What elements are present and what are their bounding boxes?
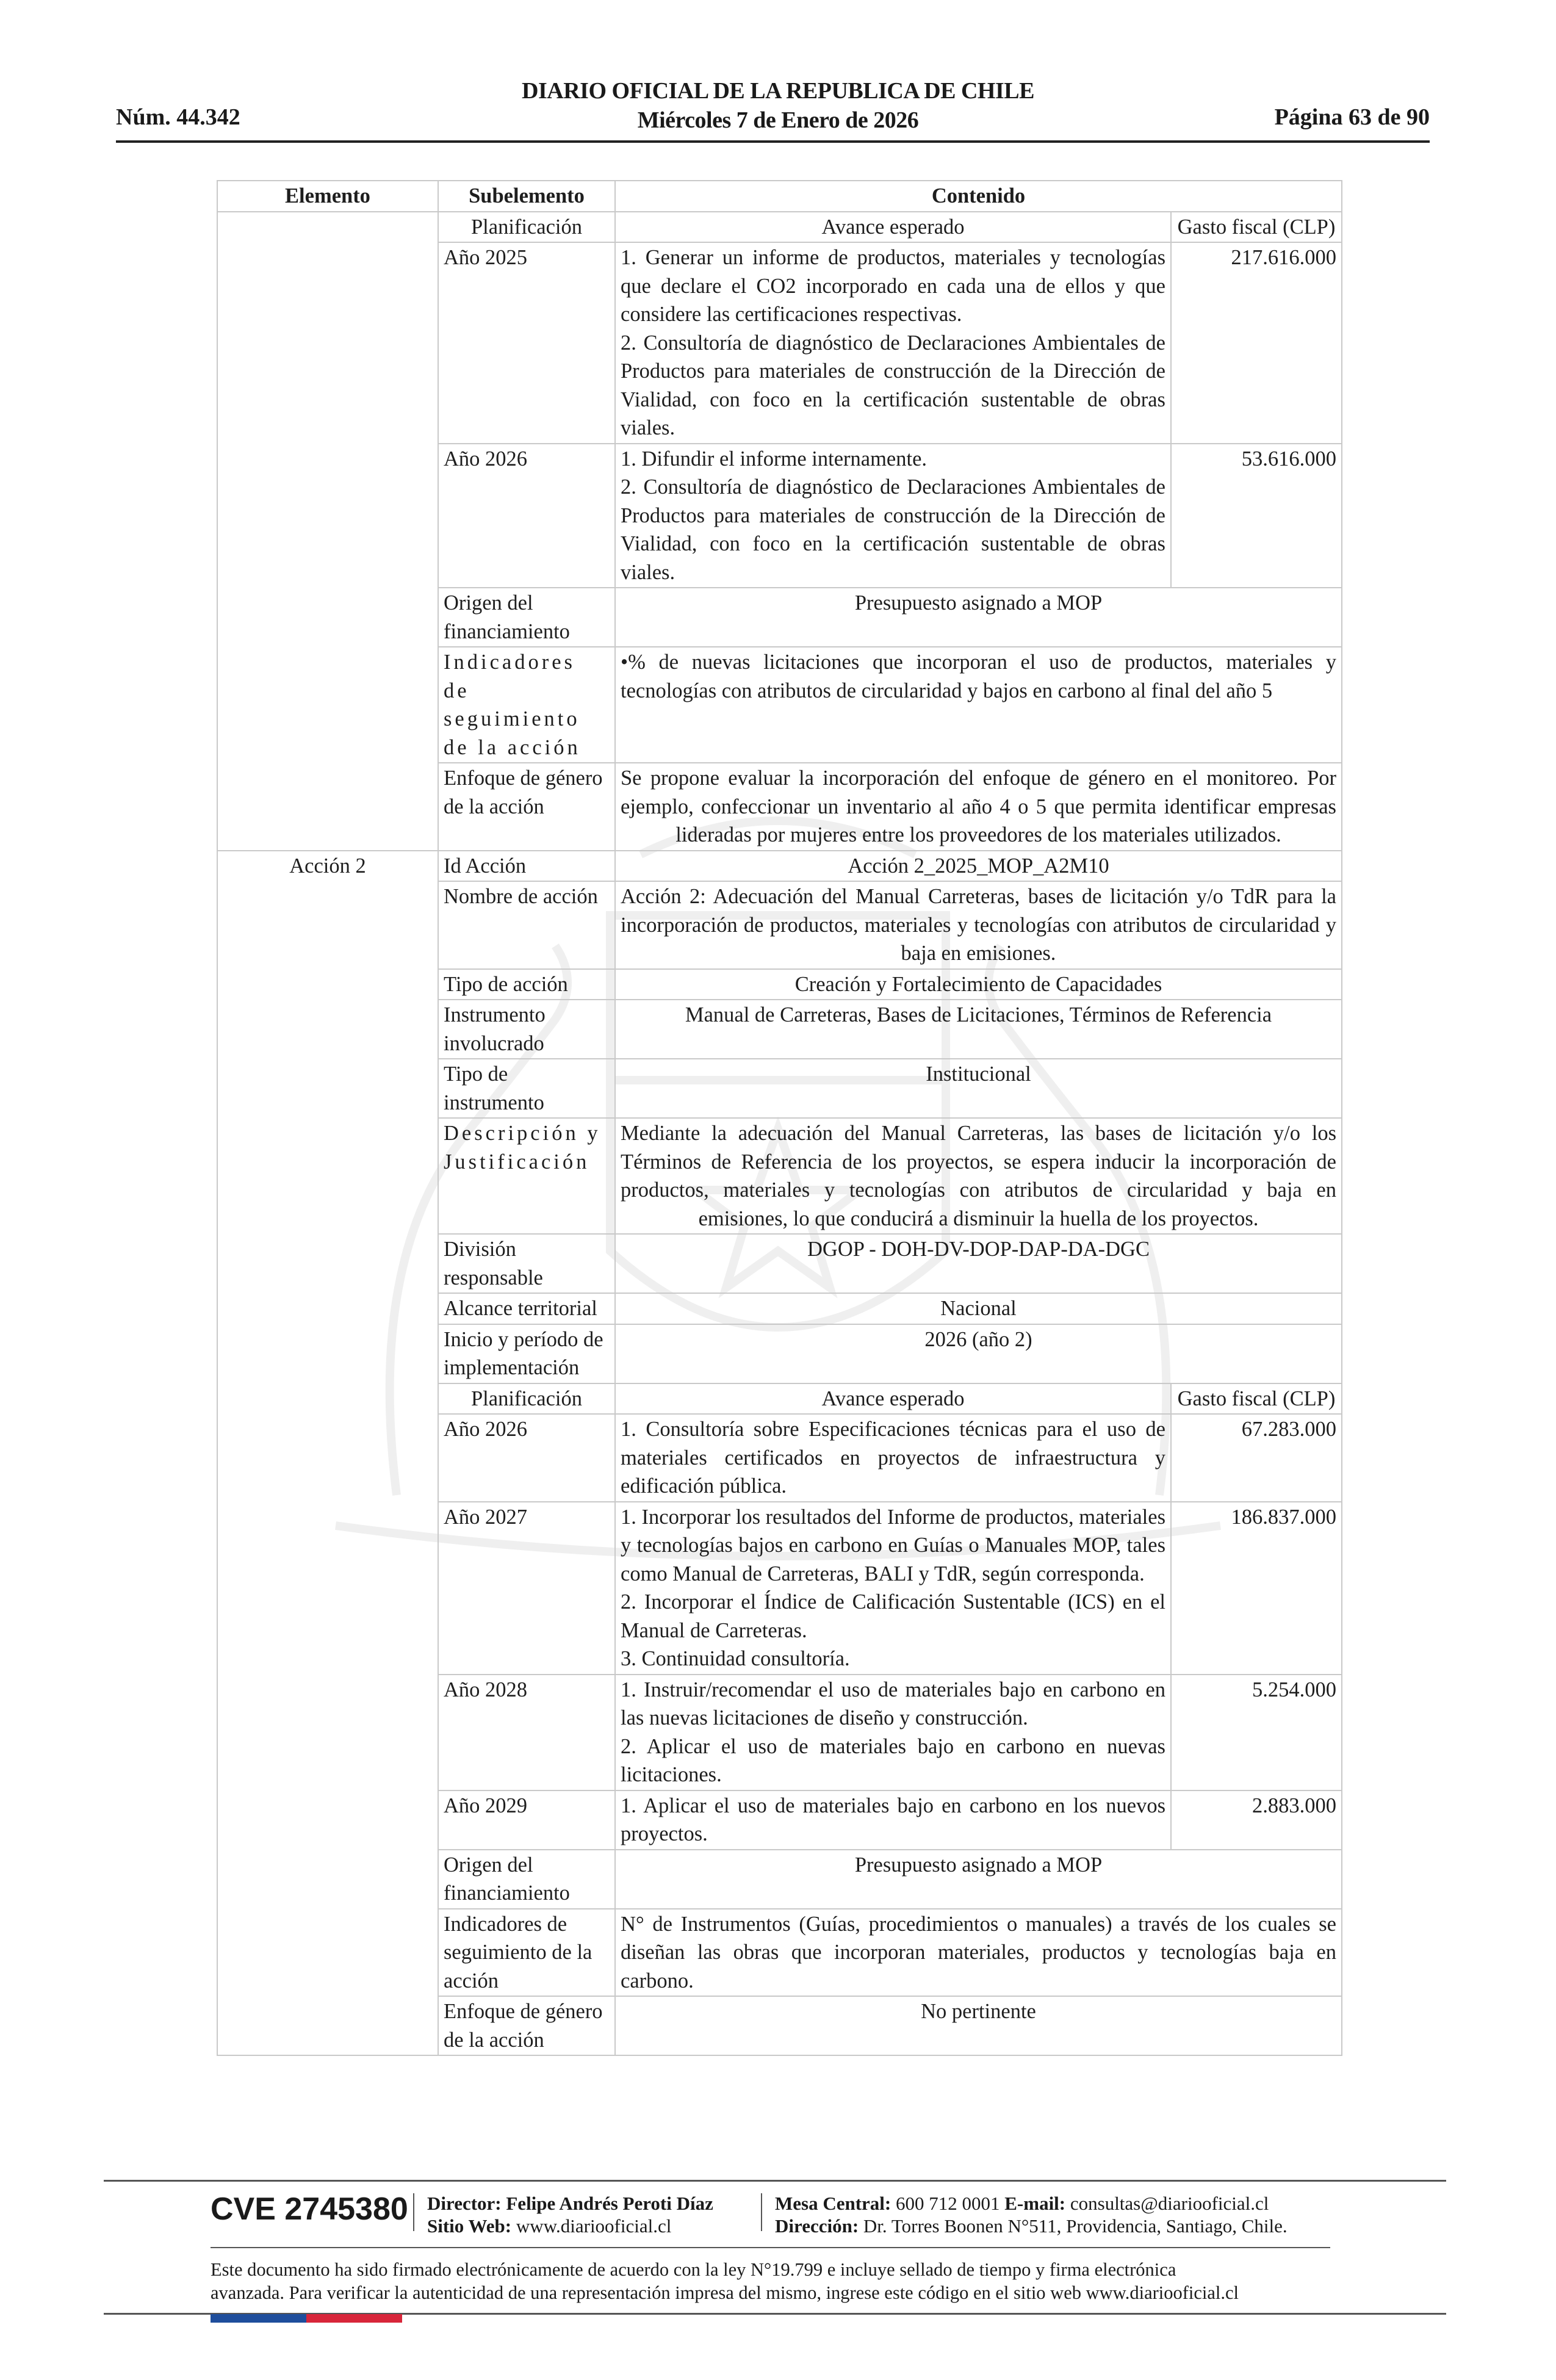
year-label: Año 2027: [438, 1502, 615, 1675]
flag-stripe-blue: [211, 2314, 306, 2323]
content-value: Acción 2_2025_MOP_A2M10: [615, 851, 1342, 882]
subelement-label: Nombre de acción: [438, 881, 615, 969]
table-row: [217, 212, 1342, 243]
year-avance: 1. Difundir el informe internamente. 2. Consultoría de diagnóstico de Declaraciones Ambientales de Productos para materiales de construcción de la Dirección de Vialidad, con foco en la certificación sustentable de obras viales.: [615, 444, 1171, 588]
year-label: Año 2026: [438, 444, 615, 588]
legal-line: avanzada. Para verificar la autenticidad de una representación impresa del mismo, ingrese este código en el sitio web www.diariooficial.cl: [211, 2282, 1239, 2303]
year-gasto: 67.283.000: [1171, 1414, 1342, 1502]
content-value: Institucional: [615, 1059, 1342, 1118]
subelement-label: Origen del financiamiento: [438, 588, 615, 647]
mesa-label: Mesa Central:: [775, 2193, 891, 2214]
content-value: Se propone evaluar la incorporación del enfoque de género en el monitoreo. Por ejemplo, confeccionar un inventario al año 4 o 5 que permita identificar empresas lideradas por mujeres entre los proveedores de los materiales utilizados.: [615, 763, 1342, 851]
table-header-row: [217, 181, 1342, 212]
content-value: Creación y Fortalecimiento de Capacidades: [615, 969, 1342, 1000]
flag-stripe-red: [306, 2314, 402, 2323]
subelement-label: Enfoque de género de la acción: [438, 1996, 615, 2055]
sitio-link[interactable]: www.diariooficial.cl: [516, 2215, 672, 2237]
year-avance: 1. Aplicar el uso de materiales bajo en carbono en los nuevos proyectos.: [615, 1790, 1171, 1850]
content-value: Presupuesto asignado a MOP: [615, 588, 1342, 647]
year-gasto: 217.616.000: [1171, 242, 1342, 444]
masthead-title: DIARIO OFICIAL DE LA REPUBLICA DE CHILE: [522, 78, 1034, 104]
header-contenido: Contenido: [615, 181, 1342, 212]
year-gasto: 5.254.000: [1171, 1675, 1342, 1790]
year-gasto: 53.616.000: [1171, 444, 1342, 588]
header-rule: [116, 140, 1430, 143]
footer-rule-middle: [211, 2247, 1330, 2248]
content-value: Acción 2: Adecuación del Manual Carreteras, bases de licitación y/o TdR para la incorporación de productos, materiales y tecnologías con atributos de circularidad y baja en emisiones.: [615, 881, 1342, 969]
director-label: Director:: [427, 2193, 502, 2214]
year-avance: 1. Generar un informe de productos, materiales y tecnologías que declare el CO2 incorporado en cada una de ellos y que considere las certificaciones respectivas. 2. Consultoría de diagnóstico de Declaraciones Ambientales de Productos para materiales de construcción de la Dirección de Vialidad, con foco en la certificación sustentable de obras viales.: [615, 242, 1171, 444]
mesa-phone: 600 712 0001: [896, 2193, 1000, 2214]
header-subelemento: Subelemento: [438, 181, 615, 212]
footer-rule-top: [104, 2180, 1446, 2182]
content-value: No pertinente: [615, 1996, 1342, 2055]
indicadores-label-text: Indicadores de seguimiento de la acción: [444, 651, 581, 759]
legal-line: Este documento ha sido firmado electrónicamente de acuerdo con la ley N°19.799 e incluye sellado de tiempo y firma electrónica: [211, 2259, 1176, 2280]
table-row: [217, 851, 1342, 882]
director-name: Felipe Andrés Peroti Díaz: [506, 2193, 713, 2214]
gasto-header: Gasto fiscal (CLP): [1171, 1383, 1342, 1415]
footer-legal-notice: [211, 2258, 1333, 2304]
year-avance: 1. Consultoría sobre Especificaciones técnicas para el uso de materiales certificados en proyectos de infraestructura y edificación pública.: [615, 1414, 1171, 1502]
subelement-label: Tipo de instrumento: [438, 1059, 615, 1118]
direccion-value: Dr. Torres Boonen N°511, Providencia, Santiago, Chile.: [863, 2215, 1288, 2237]
year-label: Año 2028: [438, 1675, 615, 1790]
avance-header: Avance esperado: [615, 212, 1171, 243]
subelement-label: Indicadores de seguimiento de la acción: [438, 1909, 615, 1997]
footer-director-block: [427, 2192, 713, 2237]
year-avance: 1. Instruir/recomendar el uso de materiales bajo en carbono en las nuevas licitaciones de diseño y construcción. 2. Aplicar el uso de materiales bajo en carbono en nuevas licitaciones.: [615, 1675, 1171, 1790]
subelement-label: Id Acción: [438, 851, 615, 882]
descripcion-label-text: Descripción y Justificación: [444, 1122, 601, 1174]
subelement-label: Planificación: [438, 212, 615, 243]
year-gasto: 186.837.000: [1171, 1502, 1342, 1675]
masthead-date: Miércoles 7 de Enero de 2026: [637, 107, 919, 133]
year-label: Año 2029: [438, 1790, 615, 1850]
footer-separator: [413, 2193, 414, 2231]
subelement-label: Alcance territorial: [438, 1293, 615, 1324]
subelement-label: Planificación: [438, 1383, 615, 1415]
element-cell-accion-1-cont: [217, 212, 438, 851]
cve-code: CVE 2745380: [211, 2191, 408, 2227]
subelement-label: Instrumento involucrado: [438, 1000, 615, 1059]
page-number: Página 63 de 90: [1274, 104, 1430, 130]
footer-contact-block: [775, 2192, 1288, 2237]
avance-header: Avance esperado: [615, 1383, 1171, 1415]
content-value: N° de Instrumentos (Guías, procedimientos o manuales) a través de los cuales se diseñan las obras que incorporan materiales, productos y tecnologías baja en carbono.: [615, 1909, 1342, 1997]
subelement-label: Inicio y período de implementación: [438, 1324, 615, 1383]
header-elemento: Elemento: [217, 181, 438, 212]
subelement-label: [438, 647, 615, 763]
gasto-header: Gasto fiscal (CLP): [1171, 212, 1342, 243]
issue-number: Núm. 44.342: [116, 104, 240, 130]
subelement-label: Tipo de acción: [438, 969, 615, 1000]
subelement-label: Origen del financiamiento: [438, 1850, 615, 1909]
year-label: Año 2025: [438, 242, 615, 444]
year-label: Año 2026: [438, 1414, 615, 1502]
sitio-label: Sitio Web:: [427, 2215, 512, 2237]
action-plan-table: [217, 180, 1342, 2056]
email-link[interactable]: consultas@diariooficial.cl: [1070, 2193, 1269, 2214]
content-value: 2026 (año 2): [615, 1324, 1342, 1383]
content-value: Nacional: [615, 1293, 1342, 1324]
content-value: •% de nuevas licitaciones que incorporan el uso de productos, materiales y tecnologías con atributos de circularidad y bajos en carbono al final del año 5: [615, 647, 1342, 763]
element-cell-accion-2: Acción 2: [217, 851, 438, 2056]
content-value: Mediante la adecuación del Manual Carreteras, las bases de licitación y/o los Términos de Referencia de los proyectos, se espera inducir la incorporación de productos, materiales y tecnologías con atributos de circularidad y baja en emisiones, lo que conducirá a disminuir la huella de los proyectos.: [615, 1118, 1342, 1234]
subelement-label: [438, 1118, 615, 1234]
email-label: E-mail:: [1004, 2193, 1066, 2214]
year-gasto: 2.883.000: [1171, 1790, 1342, 1850]
footer-separator: [761, 2193, 762, 2231]
content-value: Manual de Carreteras, Bases de Licitaciones, Términos de Referencia: [615, 1000, 1342, 1059]
year-avance: 1. Incorporar los resultados del Informe de productos, materiales y tecnologías bajos en carbono en Guías o Manuales MOP, tales como Manual de Carreteras, BALI y TdR, según corresponda. 2. Incorporar el Índice de Calificación Sustentable (ICS) en el Manual de Carreteras. 3. Continuidad consultoría.: [615, 1502, 1171, 1675]
subelement-label: División responsable: [438, 1234, 615, 1293]
subelement-label: Enfoque de género de la acción: [438, 763, 615, 851]
direccion-label: Dirección:: [775, 2215, 859, 2237]
content-value: Presupuesto asignado a MOP: [615, 1850, 1342, 1909]
content-value: DGOP - DOH-DV-DOP-DAP-DA-DGC: [615, 1234, 1342, 1293]
